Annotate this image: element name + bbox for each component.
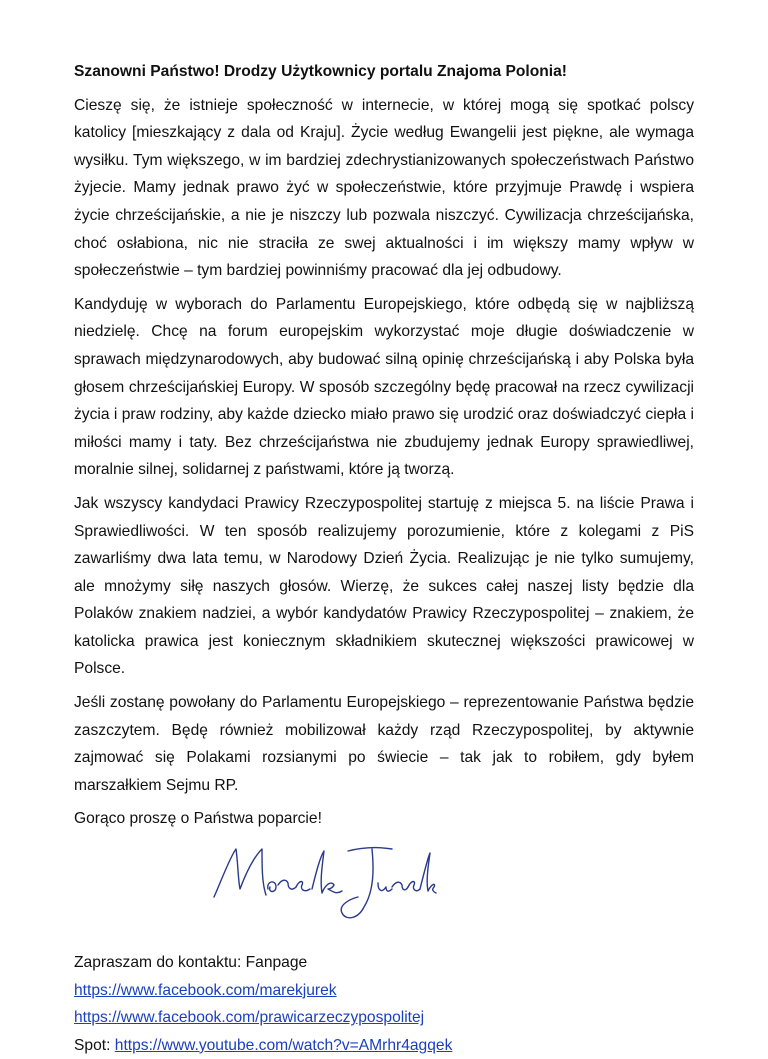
closing-line: Gorąco proszę o Państwa poparcie!: [74, 810, 322, 828]
letter-greeting: Szanowni Państwo! Drodzy Użytkownicy portalu Znajoma Polonia!: [74, 63, 567, 80]
contact-intro: Zapraszam do kontaktu: Fanpage: [74, 954, 308, 972]
paragraph-4: Jeśli zostanę powołany do Parlamentu Europejskiego – reprezentowanie Państwa będzie zaszczytem. Będę również mobilizował każdy rząd Rzeczypospolitej, by aktywnie zajmować się Polakami rozsianymi po świecie – tak jak to robiłem, gdy byłem marszałkiem Sejmu RP.: [74, 694, 694, 794]
youtube-spot-link[interactable]: https://www.youtube.com/watch?v=AMrhr4agqek: [114, 1036, 453, 1054]
facebook-link-prawicarzeczypospolitej[interactable]: https://www.facebook.com/prawicarzeczypospolitej: [74, 1009, 425, 1027]
facebook-link-1-row: [74, 977, 694, 1005]
facebook-link-marekjurek[interactable]: https://www.facebook.com/marekjurek: [74, 981, 337, 999]
paragraph-2: Kandyduję w wyborach do Parlamentu Europejskiego, które odbędą się w najbliższą niedzielę. Chcę na forum europejskim wykorzystać moje długie doświadczenie w sprawach międzynarodowych, aby budować silną opinię chrześcijańską i aby Polska była głosem chrześcijańskiej Europy. W sposób szczególny będę pracował na rzecz cywilizacji życia i praw rodziny, aby każde dziecko miało prawo się urodzić oraz doświadczyć ciepła i miłości mamy i taty. Bez chrześcijaństwa nie zbudujemy jednak Europy sprawiedliwej, moralnie silnej, solidarnej z państwami, które ją tworzą.: [74, 295, 694, 479]
signature-image: [208, 839, 438, 929]
paragraph-1: Cieszę się, że istnieje społeczność w internecie, w której mogą się spotkać polscy katolicy [mieszkający z dala od Kraju]. Życie według Ewangelii jest piękne, ale wymaga wysiłku. Tym większego, w im bardziej zdechrystianizowanych społeczeństwach Państwo żyjecie. Mamy jednak prawo żyć w społeczeństwie, które przyjmuje Prawdę i wspiera życie chrześcijańskie, a nie je niszczy lub pozwala niszczyć. Cywilizacja chrześcijańska, choć osłabiona, nic nie straciła ze swej aktualności i im większy mamy wpływ w społeczeństwie – tym bardziej powinniśmy pracować dla jej odbudowy.: [74, 96, 694, 280]
signature: [74, 839, 694, 931]
facebook-link-2-row: [74, 1004, 694, 1032]
letter-body: [74, 58, 694, 1059]
spot-label: Spot:: [74, 1036, 111, 1054]
paragraph-3: Jak wszyscy kandydaci Prawicy Rzeczypospolitej startuję z miejsca 5. na liście Prawa i Sprawiedliwości. W ten sposób realizujemy porozumienie, które z kolegami z PiS zawarliśmy dwa lata temu, w Narodowy Dzień Życia. Realizując je nie tylko sumujemy, ale mnożymy siłę naszych głosów. Wierzę, że sukces całej naszej listy będzie dla Polaków znakiem nadziei, a wybór kandydatów Prawicy Rzeczypospolitej – znakiem, że katolicka prawica jest koniecznym składnikiem skutecznej większości prawicowej w Polsce.: [74, 494, 694, 678]
spot-row: [74, 1032, 694, 1059]
